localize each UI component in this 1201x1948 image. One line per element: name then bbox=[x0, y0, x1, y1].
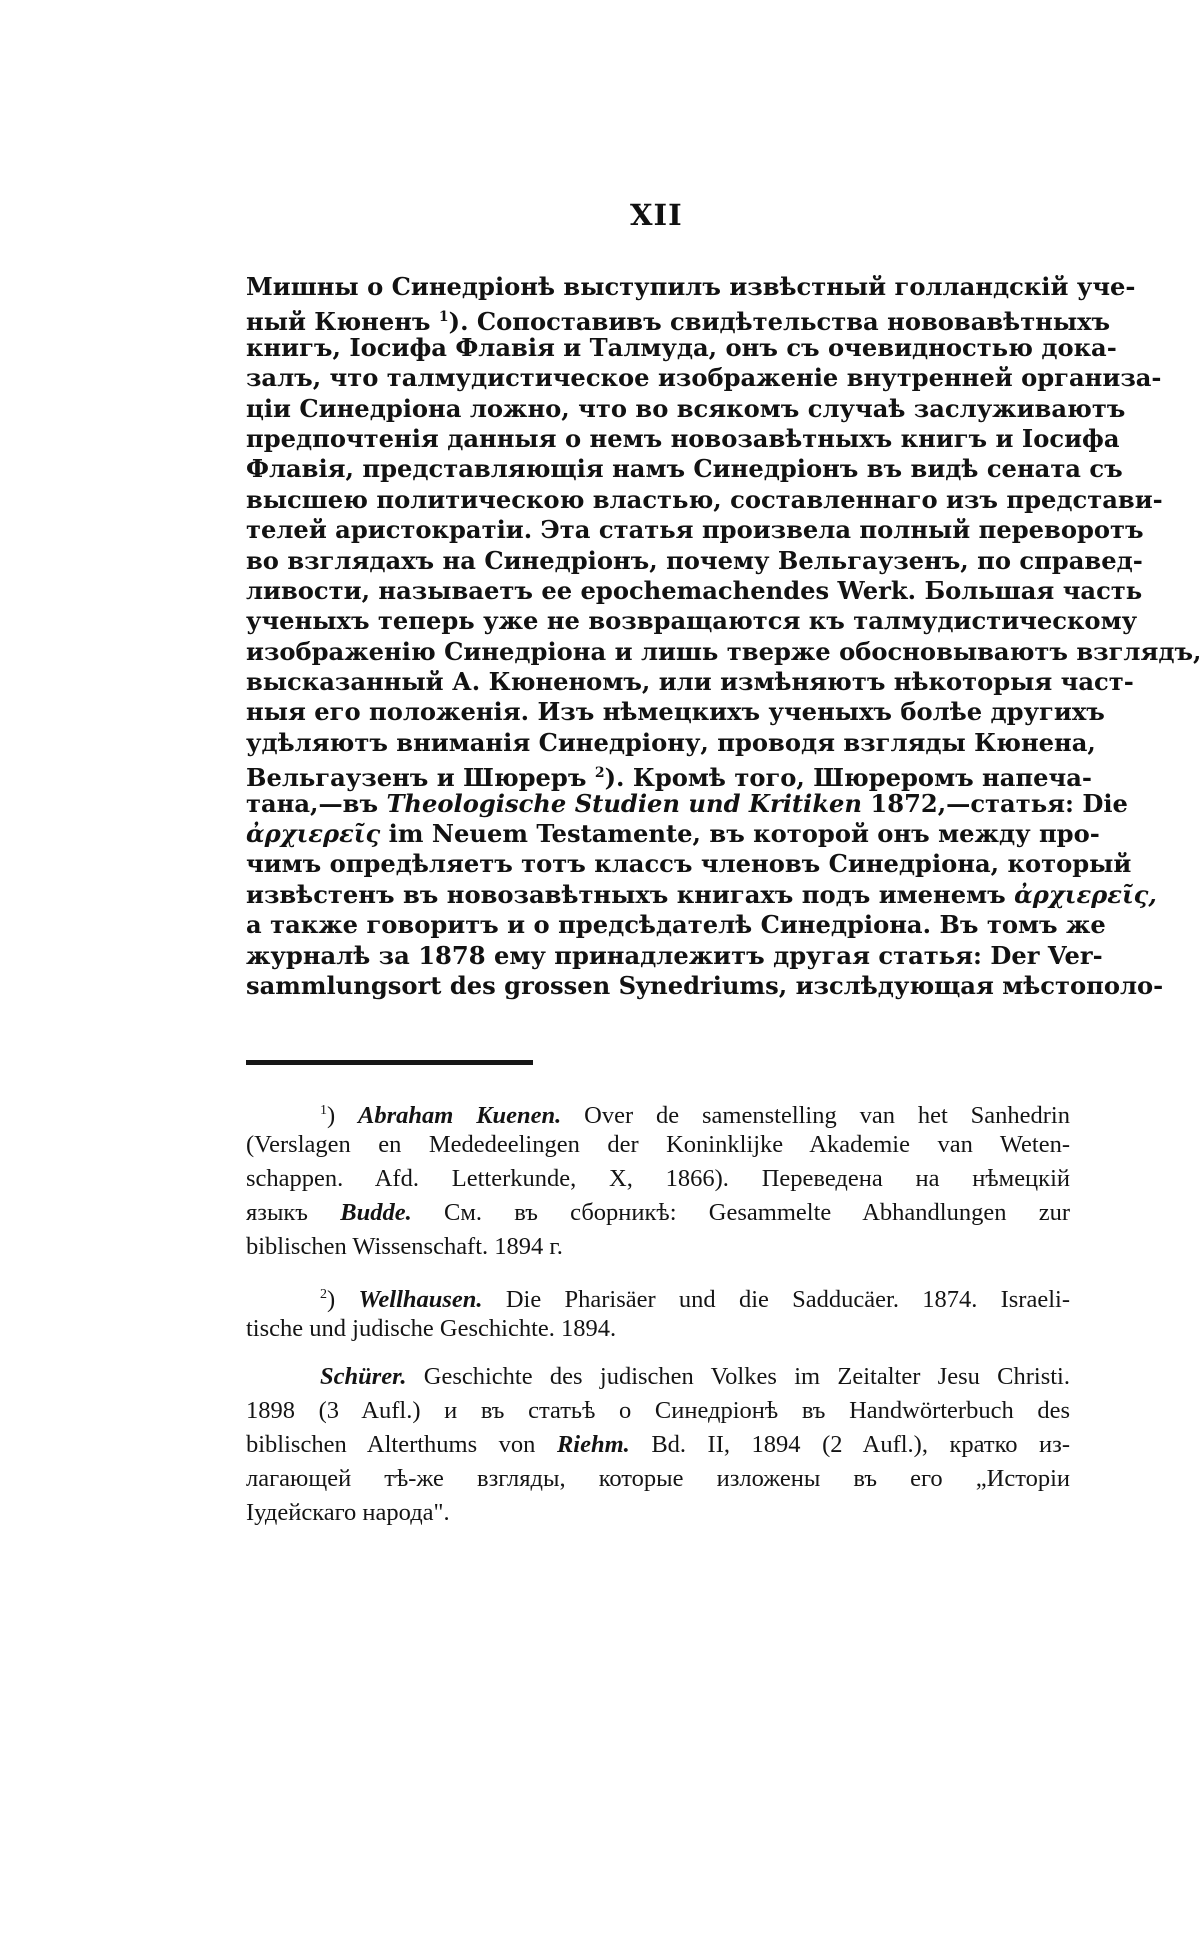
body-line bbox=[246, 970, 1164, 1001]
text-run: извѣстенъ въ новозавѣтныхъ книгахъ подъ именемъ bbox=[246, 879, 1015, 909]
text-run: тана,—въ bbox=[246, 788, 387, 818]
text-run: удѣляютъ вниманія Синедріону, проводя взгляды Кюнена, bbox=[246, 727, 1096, 757]
body-line bbox=[246, 606, 1138, 636]
body-line bbox=[246, 575, 1143, 606]
body-line bbox=[246, 454, 1123, 484]
body-line bbox=[246, 849, 1132, 879]
footnote-gap bbox=[246, 1346, 1070, 1360]
footnote-line bbox=[246, 1278, 1070, 1312]
body-line bbox=[246, 423, 1120, 454]
body-line bbox=[246, 697, 1105, 727]
text-run: Флавія, представляющія намъ Синедріонъ въ видѣ сената съ bbox=[246, 454, 1123, 484]
footnote-separator bbox=[246, 1060, 533, 1065]
body-line bbox=[246, 879, 1157, 910]
footnote-marker: 2 bbox=[594, 765, 605, 782]
body-line bbox=[246, 727, 1096, 758]
footnote-line bbox=[246, 1360, 1070, 1394]
text-run: ) bbox=[327, 1286, 359, 1313]
italic-text: Theologische Studien und Kritiken bbox=[386, 788, 862, 818]
text-run: Bd. II, 1894 (2 Aufl.), кратко из- bbox=[629, 1431, 1070, 1458]
text-run: языкъ bbox=[246, 1199, 341, 1226]
footnote bbox=[246, 1278, 1070, 1346]
body-line bbox=[246, 302, 1111, 337]
footnote-line bbox=[246, 1128, 1070, 1162]
text-run: 1872,—статья: Die bbox=[861, 788, 1128, 818]
footnote-gap bbox=[246, 1264, 1070, 1278]
text-run: schappen. Afd. Letterkunde, X, 1866). Переведена на нѣмецкій bbox=[246, 1165, 1070, 1192]
text-run: Іудейскаго народа". bbox=[246, 1499, 450, 1526]
body-line bbox=[246, 545, 1143, 576]
text-run: чимъ опредѣляетъ тотъ классъ членовъ Синедріона, который bbox=[246, 849, 1132, 879]
footnote-marker: 2 bbox=[320, 1287, 327, 1302]
footnote-line bbox=[246, 1496, 1070, 1530]
footnote-line bbox=[246, 1230, 1070, 1264]
body-text bbox=[246, 272, 1201, 1001]
footnote-line bbox=[246, 1312, 1070, 1346]
text-run: ный Кюненъ bbox=[246, 307, 439, 337]
text-run: телей аристократіи. Эта статья произвела полный переворотъ bbox=[246, 515, 1144, 545]
text-run: во взглядахъ на Синедріонъ, почему Вельгаузенъ, по справед- bbox=[246, 545, 1143, 575]
text-run: ныя его положенія. Изъ нѣмецкихъ ученыхъ болѣе другихъ bbox=[246, 697, 1105, 727]
text-run: biblischen Alterthums von bbox=[246, 1431, 557, 1458]
footnote bbox=[246, 1094, 1070, 1264]
text-run: ). Сопоставивъ свидѣтельства нововавѣтныхъ bbox=[448, 307, 1111, 337]
footnote-marker: 1 bbox=[320, 1103, 327, 1118]
body-line bbox=[246, 940, 1103, 971]
body-line bbox=[246, 667, 1134, 697]
text-run: Die Pharisäer und die Sadducäer. 1874. Israeli- bbox=[482, 1286, 1070, 1313]
footnote-line bbox=[246, 1094, 1070, 1128]
author-name: Abraham Kuenen. bbox=[358, 1102, 562, 1129]
text-run: biblischen Wissenschaft. 1894 г. bbox=[246, 1233, 563, 1260]
text-run: (Verslagen en Mededeelingen der Koninklijke Akademie van Weten- bbox=[246, 1131, 1070, 1158]
text-run: Over de samenstelling van het Sanhedrin bbox=[561, 1102, 1070, 1129]
text-run: См. въ сборникѣ: Gesammelte Abhandlungen zur bbox=[411, 1199, 1070, 1226]
text-run: журналѣ за 1878 ему принадлежитъ другая статья: Der Ver- bbox=[246, 940, 1103, 970]
text-run: книгъ, Іосифа Флавія и Талмуда, онъ съ очевидностью дока- bbox=[246, 332, 1117, 362]
text-run: sammlungsort des grossen Synedriums, изслѣдующая мѣстополо- bbox=[246, 970, 1164, 1000]
body-line bbox=[246, 636, 1201, 667]
text-run: im Neuem Testamente, въ которой онъ между про- bbox=[380, 819, 1100, 849]
body-line bbox=[246, 515, 1144, 545]
footnotes bbox=[246, 1094, 1070, 1530]
text-run: ученыхъ теперь уже не возвращаются къ талмудистическому bbox=[246, 606, 1138, 636]
text-run: лагающей тѣ-же взгляды, которые изложены въ его „Исторіи bbox=[246, 1465, 1070, 1492]
text-run: высшею политическою властью, составленнаго изъ представи- bbox=[246, 484, 1163, 514]
body-line bbox=[246, 758, 1092, 793]
page-number: XII bbox=[630, 198, 683, 232]
footnote-line bbox=[246, 1462, 1070, 1496]
body-line bbox=[246, 393, 1126, 424]
text-run: Вельгаузенъ и Шюреръ bbox=[246, 763, 595, 793]
body-line bbox=[246, 484, 1163, 515]
italic-text: ἀρχιερεῖς bbox=[246, 819, 381, 849]
footnote-marker: 1 bbox=[438, 309, 449, 326]
body-line bbox=[246, 272, 1136, 302]
text-run: 1898 (3 Aufl.) и въ статьѣ о Синедріонѣ въ Handwörterbuch des bbox=[246, 1397, 1070, 1424]
text-run: изображенію Синедріона и лишь тверже обосновываютъ взглядъ, bbox=[246, 636, 1201, 666]
italic-text: ἀρχιερεῖς, bbox=[1014, 879, 1157, 909]
body-line bbox=[246, 363, 1162, 393]
body-line bbox=[246, 332, 1117, 363]
text-run: ливости, называетъ ее epochemachendes Werk. Большая часть bbox=[246, 575, 1143, 605]
author-name: Wellhausen. bbox=[358, 1286, 483, 1313]
text-run: tische und judische Geschichte. 1894. bbox=[246, 1315, 617, 1342]
body-line bbox=[246, 788, 1128, 819]
author-name: Schürer. bbox=[320, 1363, 407, 1390]
author-name: Budde. bbox=[340, 1199, 412, 1226]
footnote-line bbox=[246, 1196, 1070, 1230]
footnote-line bbox=[246, 1394, 1070, 1428]
footnote-line bbox=[246, 1428, 1070, 1462]
author-name: Riehm. bbox=[556, 1431, 630, 1458]
text-run: высказанный А. Кюненомъ, или измѣняютъ нѣкоторыя част- bbox=[246, 667, 1134, 697]
text-run: ) bbox=[327, 1102, 359, 1129]
body-line bbox=[246, 819, 1100, 849]
body-line bbox=[246, 910, 1106, 940]
text-run: Geschichte des judischen Volkes im Zeitalter Jesu Christi. bbox=[406, 1363, 1070, 1390]
text-run: Мишны о Синедріонѣ выступилъ извѣстный голландскій уче- bbox=[246, 272, 1136, 301]
footnote-line bbox=[246, 1162, 1070, 1196]
text-run: залъ, что талмудистическое изображеніе внутренней организа- bbox=[246, 363, 1162, 393]
text-run: ). Кромѣ того, Шюреромъ напеча- bbox=[604, 763, 1092, 793]
footnote bbox=[246, 1360, 1070, 1530]
text-run: а также говоритъ и о предсѣдателѣ Синедріона. Въ томъ же bbox=[246, 910, 1106, 940]
text-run: ціи Синедріона ложно, что во всякомъ случаѣ заслуживаютъ bbox=[246, 393, 1126, 423]
text-run: предпочтенія данныя о немъ новозавѣтныхъ книгъ и Іосифа bbox=[246, 423, 1120, 453]
